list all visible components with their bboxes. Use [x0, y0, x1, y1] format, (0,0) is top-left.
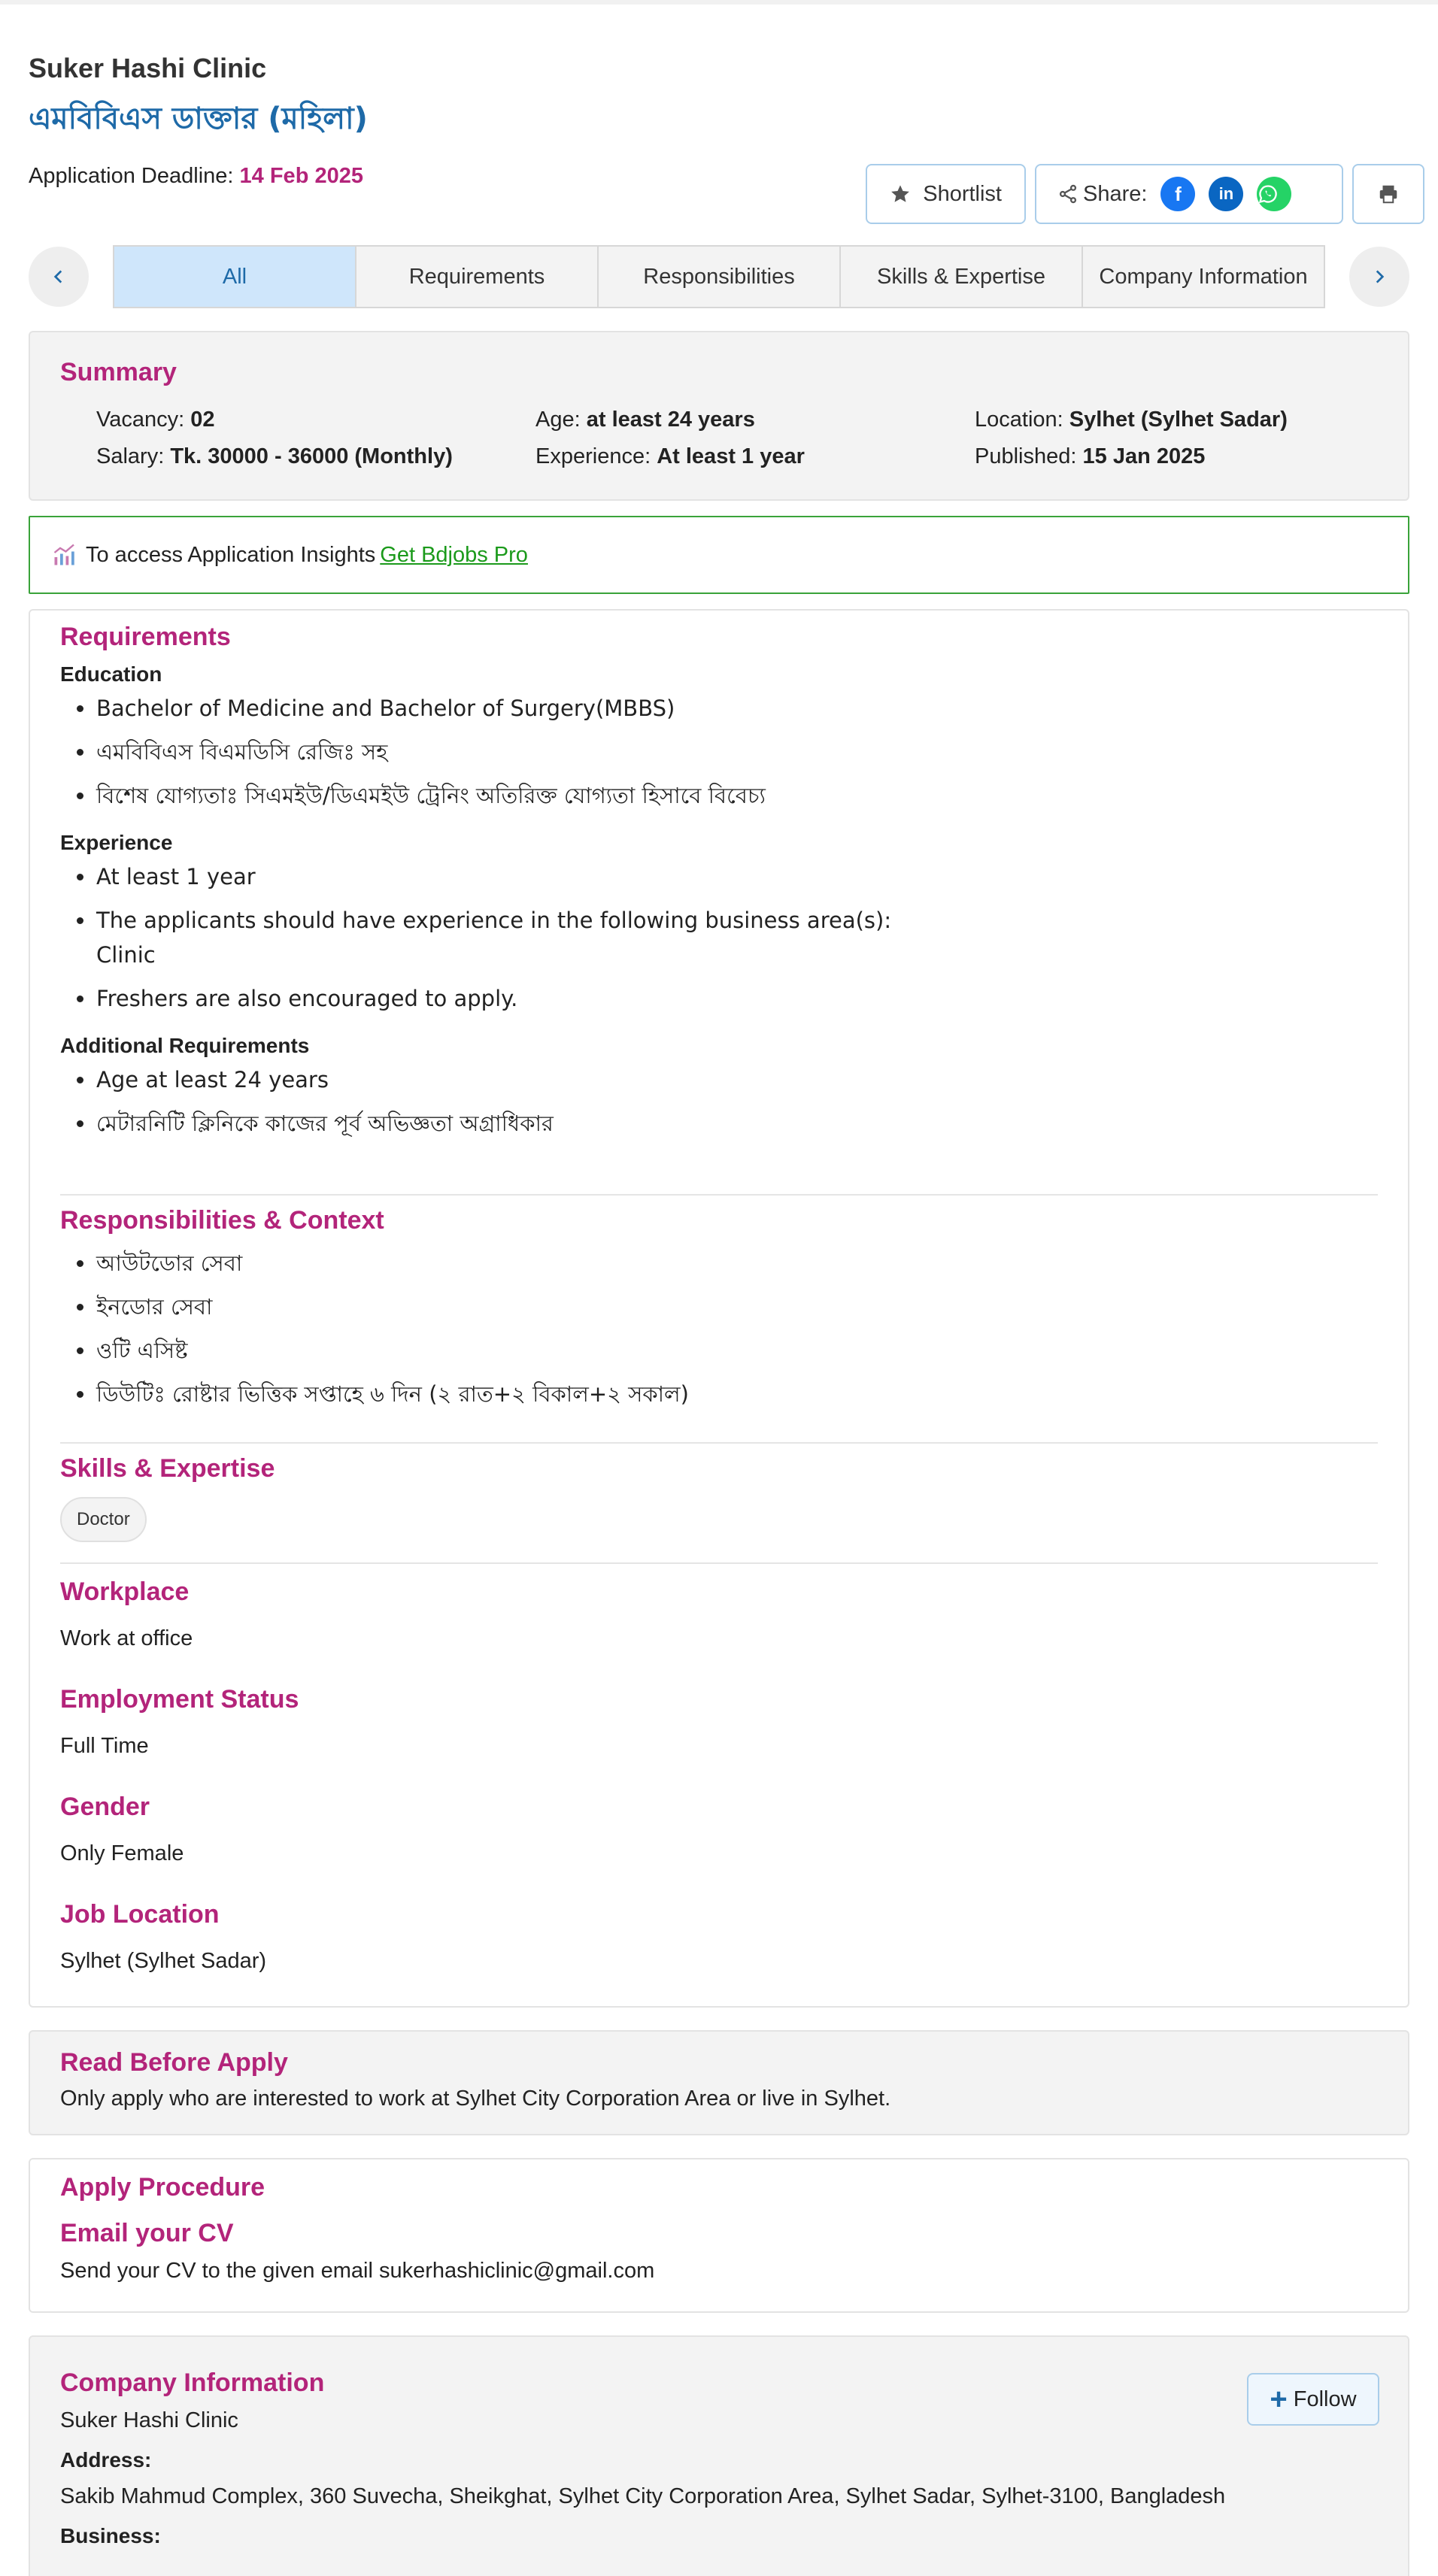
read-before-apply-title: Read Before Apply	[60, 2048, 288, 2077]
list-item: এমবিবিএস বিএমডিসি রেজিঃ সহ	[60, 735, 1378, 769]
published-label: Published:	[975, 444, 1077, 468]
additional-requirements-title: Additional Requirements	[60, 1034, 310, 1057]
age-label: Age:	[535, 408, 581, 432]
salary-label: Salary:	[96, 444, 165, 468]
vacancy-label: Vacancy:	[96, 408, 185, 432]
list-item: Age at least 24 years	[60, 1062, 1378, 1097]
list-item: At least 1 year	[60, 859, 1378, 894]
divider	[60, 1562, 1378, 1564]
apply-procedure-card	[29, 2158, 1409, 2313]
age-value: at least 24 years	[586, 408, 755, 432]
deadline-label: Application Deadline:	[29, 164, 234, 188]
list-item	[60, 903, 1378, 972]
company-address: Sakib Mahmud Complex, 360 Suvecha, Sheikghat, Sylhet City Corporation Area, Sylhet Sadar, Sylhet-3100, Bangladesh	[60, 2484, 1226, 2508]
shortlist-label: Shortlist	[923, 181, 1002, 206]
job-location-title: Job Location	[60, 1900, 220, 1929]
responsibilities-title: Responsibilities & Context	[60, 1206, 384, 1235]
summary-experience	[535, 444, 975, 469]
responsibilities-list	[60, 1246, 1378, 1411]
company-info-name: Suker Hashi Clinic	[60, 2408, 238, 2432]
workplace-value: Work at office	[60, 1626, 193, 1650]
workplace-title: Workplace	[60, 1577, 190, 1606]
requirements-title: Requirements	[60, 623, 231, 651]
apply-instructions: Send your CV to the given email sukerhashiclinic@gmail.com	[60, 2259, 655, 2283]
employment-section	[60, 1685, 1378, 1759]
summary-grid	[96, 408, 1378, 469]
get-bdjobs-pro-link[interactable]: Get Bdjobs Pro	[380, 542, 528, 567]
tab-navigation	[29, 245, 1409, 308]
employment-value: Full Time	[60, 1734, 149, 1758]
printer-icon	[1377, 183, 1400, 205]
list-item: মেটারনিটি ক্লিনিকে কাজের পূর্ব অভিজ্ঞতা অগ্রাধিকার	[60, 1106, 1378, 1141]
divider	[60, 1194, 1378, 1196]
job-title: এমবিবিএস ডাক্তার (মহিলা)	[29, 102, 368, 136]
read-before-apply-card	[29, 2030, 1409, 2135]
tab-all[interactable]: All	[114, 247, 356, 307]
list-item: আউটডোর সেবা	[60, 1246, 1378, 1280]
insights-text: To access Application Insights	[86, 542, 376, 567]
email-cv-title: Email your CV	[60, 2219, 234, 2247]
vacancy-value: 02	[190, 408, 215, 432]
experience-line: The applicants should have experience in the following business area(s):	[96, 908, 892, 933]
published-value: 15 Jan 2025	[1082, 444, 1206, 468]
workplace-section	[60, 1577, 1378, 1651]
plus-icon: +	[1270, 2383, 1288, 2416]
summary-salary	[96, 444, 535, 469]
share-icon	[1057, 183, 1078, 205]
list-item: ডিউটিঃ রোষ্টার ভিত্তিক সপ্তাহে ৬ দিন (২ রাত+২ বিকাল+২ সকাল)	[60, 1377, 1378, 1411]
experience-list	[60, 859, 1378, 1016]
list-item: বিশেষ যোগ্যতাঃ সিএমইউ/ডিএমইউ ট্রেনিং অতিরিক্ত যোগ্যতা হিসাবে বিবেচ্য	[60, 778, 1378, 813]
apply-procedure-title: Apply Procedure	[60, 2173, 265, 2202]
skill-chip: Doctor	[60, 1497, 147, 1542]
deadline-date: 14 Feb 2025	[239, 164, 363, 188]
education-list	[60, 691, 1378, 813]
insights-banner	[29, 516, 1409, 594]
share-box	[1035, 164, 1343, 224]
skills-section	[60, 1454, 1378, 1542]
application-deadline	[29, 164, 363, 189]
responsibilities-section	[60, 1206, 1378, 1420]
gender-section	[60, 1793, 1378, 1866]
tab-scroll-right-button[interactable]	[1349, 247, 1409, 307]
linkedin-icon[interactable]: in	[1209, 177, 1243, 211]
tab-requirements[interactable]: Requirements	[356, 247, 599, 307]
summary-vacancy	[96, 408, 535, 432]
follow-label: Follow	[1293, 2387, 1357, 2411]
tab-responsibilities[interactable]: Responsibilities	[599, 247, 841, 307]
follow-button[interactable]	[1247, 2373, 1379, 2426]
location-label: Location:	[975, 408, 1063, 432]
address-label: Address:	[60, 2448, 152, 2471]
business-label: Business:	[60, 2524, 161, 2547]
summary-published	[975, 444, 1351, 469]
additional-requirements-list	[60, 1062, 1378, 1141]
requirements-section	[60, 623, 1378, 1150]
gender-value: Only Female	[60, 1841, 184, 1865]
job-location-value: Sylhet (Sylhet Sadar)	[60, 1949, 267, 1973]
experience-value: At least 1 year	[657, 444, 805, 468]
employment-title: Employment Status	[60, 1685, 299, 1714]
job-details-card	[29, 609, 1409, 2008]
list-item: ইনডোর সেবা	[60, 1290, 1378, 1324]
tab-skills-expertise[interactable]: Skills & Expertise	[841, 247, 1083, 307]
read-before-apply-text: Only apply who are interested to work at Sylhet City Corporation Area or live in Sylhet.	[60, 2087, 891, 2111]
experience-title: Experience	[60, 831, 173, 854]
tab-scroll-left-button[interactable]	[29, 247, 89, 307]
tab-company-information[interactable]: Company Information	[1083, 247, 1324, 307]
company-name: Suker Hashi Clinic	[29, 53, 267, 83]
job-location-section	[60, 1900, 1378, 1974]
skills-title: Skills & Expertise	[60, 1454, 275, 1483]
top-border	[0, 0, 1438, 5]
summary-location	[975, 408, 1351, 432]
facebook-icon[interactable]: f	[1160, 177, 1195, 211]
list-item: Freshers are also encouraged to apply.	[60, 981, 1378, 1016]
share-label: Share:	[1083, 181, 1148, 206]
company-information-card	[29, 2335, 1409, 2576]
summary-title: Summary	[60, 358, 177, 386]
top-actions	[866, 164, 1424, 224]
star-icon	[890, 183, 911, 205]
tabs	[113, 245, 1325, 308]
chevron-left-icon	[49, 267, 68, 286]
company-information-title: Company Information	[60, 2368, 325, 2397]
divider	[60, 1442, 1378, 1444]
chart-icon	[51, 541, 78, 568]
gender-title: Gender	[60, 1793, 150, 1821]
print-button[interactable]	[1352, 164, 1424, 224]
education-title: Education	[60, 662, 162, 686]
experience-business-area: Clinic	[96, 942, 156, 968]
shortlist-button[interactable]	[866, 164, 1026, 224]
list-item: Bachelor of Medicine and Bachelor of Surgery(MBBS)	[60, 691, 1378, 726]
whatsapp-icon[interactable]	[1257, 177, 1291, 211]
location-value: Sylhet (Sylhet Sadar)	[1069, 408, 1288, 432]
experience-label: Experience:	[535, 444, 651, 468]
salary-value: Tk. 30000 - 36000 (Monthly)	[170, 444, 453, 468]
summary-age	[535, 408, 975, 432]
list-item: ওটি এসিষ্ট	[60, 1333, 1378, 1368]
summary-card	[29, 331, 1409, 501]
chevron-right-icon	[1370, 267, 1389, 286]
